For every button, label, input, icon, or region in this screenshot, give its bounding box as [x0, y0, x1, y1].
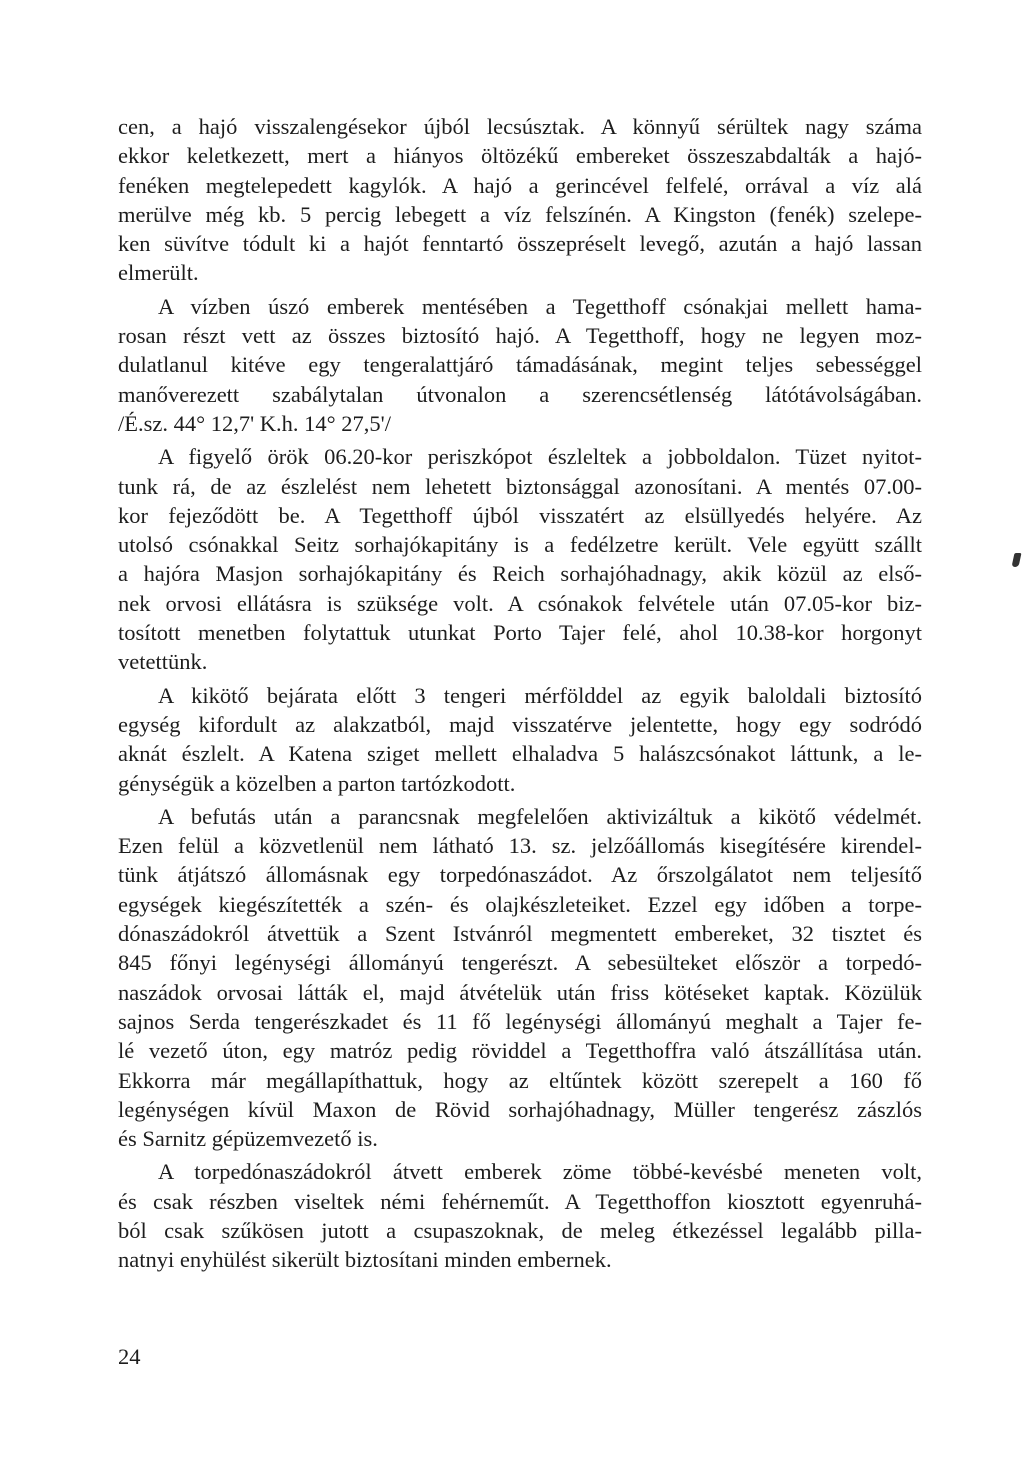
text-line: tünk átjátszó állomásnak egy torpedónaszádot. Az őrszolgálatot nem teljesítő: [118, 862, 922, 888]
text-line: ken süvítve tódult ki a hajót fenntartó összepréselt levegő, azután a hajó lassan: [118, 231, 922, 257]
page-body: [118, 112, 922, 1279]
text-line: kor fejeződött be. A Tegetthoff újból visszatért az elsüllyedés helyére. Az: [118, 502, 922, 528]
text-line: aknát észlelt. A Katena sziget mellett elhaladva 5 halászcsónakot láttunk, a le-: [118, 741, 922, 767]
text-line: nek orvosi ellátásra is szüksége volt. A csónakok felvétele után 07.05-kor biz-: [118, 590, 922, 616]
text-line: tunk rá, de az észlelést nem lehetett biztonsággal azonosítani. A mentés 07.00-: [118, 473, 922, 499]
text-line: cen, a hajó visszalengésekor újból lecsúsztak. A könnyű sérültek nagy száma: [118, 114, 922, 139]
text-line: dónaszádokról átvettük a Szent Istvánról megmentett embereket, 32 tisztet és: [118, 921, 922, 947]
text-line: natnyi enyhülést sikerült biztosítani minden embernek.: [118, 1247, 612, 1273]
text-line: 845 főnyi legénységi állományú tengerészt. A sebesülteket először a torpedó-: [118, 950, 922, 976]
paragraph: [118, 681, 922, 798]
text-line: génységük a közelben a parton tartózkodott.: [118, 770, 516, 796]
text-line: manőverezett szabálytalan útvonalon a szerencsétlenség látótávolságában.: [118, 381, 922, 407]
text-line: A befutás után a parancsnak megfelelően aktivizáltuk a kikötő védelmét.: [158, 803, 922, 829]
scan-edge-mark: [1012, 553, 1022, 567]
text-line: elmerült.: [118, 260, 199, 286]
page-number: 24: [118, 1344, 141, 1369]
text-line: és Sarnitz gépüzemvezető is.: [118, 1126, 378, 1152]
text-line: merülve még kb. 5 percig lebegett a víz felszínén. A Kingston (fenék) szelepe-: [118, 201, 922, 227]
text-line: egységek kiegészítették a szén- és olajkészleteiket. Ezzel egy időben a torpe-: [118, 891, 922, 917]
text-line: fenéken megtelepedett kagylók. A hajó a gerincével felfelé, orrával a víz alá: [118, 172, 922, 198]
paragraph: [118, 1157, 922, 1274]
text-line: Ezen felül a közvetlenül nem látható 13. sz. jelzőállomás kisegítésére kirendel-: [118, 833, 922, 859]
text-line: legénységen kívül Maxon de Rövid sorhajóhadnagy, Müller tengerész zászlós: [118, 1096, 922, 1122]
text-line: utolsó csónakkal Seitz sorhajókapitány is a fedélzetre került. Vele együtt szállt: [118, 532, 922, 558]
text-line: naszádok orvosai látták el, majd átvételük után friss kötéseket kaptak. Közülük: [118, 979, 922, 1005]
text-line: /É.sz. 44° 12,7' K.h. 14° 27,5'/: [118, 410, 391, 436]
text-line: ból csak szűkösen jutott a csupaszoknak, de meleg étkezéssel legalább pilla-: [118, 1217, 922, 1243]
paragraph: [118, 112, 922, 288]
text-line: A torpedónaszádokról átvett emberek zöme többé-kevésbé meneten volt,: [158, 1159, 922, 1185]
text-line: tosított menetben folytattuk utunkat Porto Tajer felé, ahol 10.38-kor horgonyt: [118, 620, 922, 646]
text-line: egység kifordult az alakzatból, majd visszatérve jelentette, hogy egy sodródó: [118, 711, 922, 737]
text-line: rosan részt vett az összes biztosító hajó. A Tegetthoff, hogy ne legyen moz-: [118, 323, 922, 349]
paragraph: [118, 292, 922, 438]
text-line: és csak részben viseltek némi fehérneműt. A Tegetthoffon kiosztott egyenruhá-: [118, 1188, 922, 1214]
text-line: Ekkorra már megállapíthattuk, hogy az eltűntek között szerepelt a 160 fő: [118, 1067, 922, 1093]
text-line: sajnos Serda tengerészkadet és 11 fő legénységi állományú meghalt a Tajer fe-: [118, 1008, 922, 1034]
text-line: A kikötő bejárata előtt 3 tengeri mérfölddel az egyik baloldali biztosító: [158, 682, 922, 708]
text-line: dulatlanul kitéve egy tengeralattjáró támadásának, megint teljes sebességgel: [118, 352, 922, 378]
text-line: lé vezető úton, egy matróz pedig röviddel a Tegetthoffra való átszállítása után.: [118, 1038, 922, 1064]
text-line: A figyelő örök 06.20-kor periszkópot észleltek a jobboldalon. Tüzet nyitot-: [158, 444, 922, 470]
paragraph: [118, 802, 922, 1154]
text-line: vetettünk.: [118, 649, 208, 675]
text-line: ekkor keletkezett, mert a hiányos öltözékű embereket összeszabdalták a hajó-: [118, 143, 922, 169]
paragraph: [118, 442, 922, 676]
text-line: a hajóra Masjon sorhajókapitány és Reich sorhajóhadnagy, akik közül az első-: [118, 561, 922, 587]
text-line: A vízben úszó emberek mentésében a Tegetthoff csónakjai mellett hama-: [158, 293, 922, 319]
